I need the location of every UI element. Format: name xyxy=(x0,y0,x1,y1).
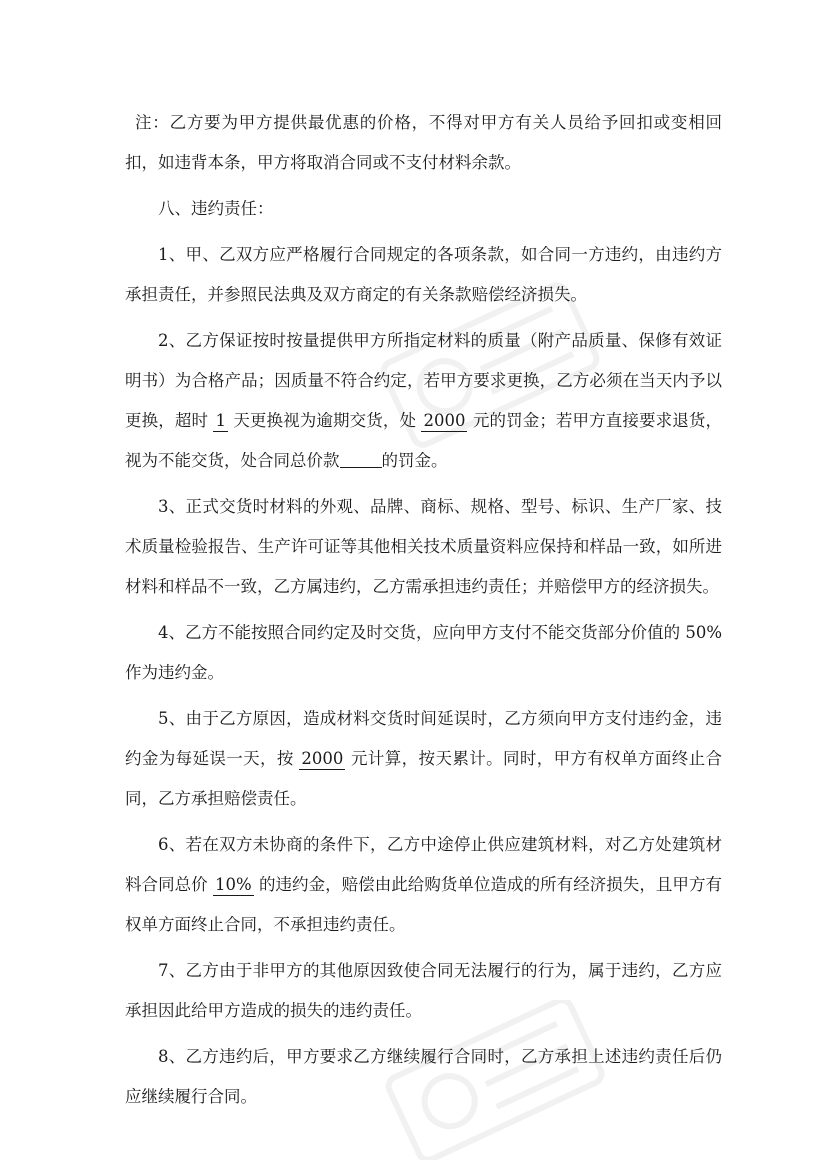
clause-4: 4、乙方不能按照合同约定及时交货，应向甲方支付不能交货部分价值的 50%作为违约金。 xyxy=(125,623,722,682)
clause-6-text-1: 6、若在双方未协商的条件下，乙方中途停止供应建筑材料，对乙方处建筑材料合同总价 xyxy=(125,835,722,894)
clause-7: 7、乙方由于非甲方的其他原因致使合同无法履行的行为，属于违约，乙方应承担因此给甲方造成的损失的违约责任。 xyxy=(125,961,722,1020)
document-body xyxy=(125,103,722,1123)
clause-2 xyxy=(125,321,722,481)
clause-5-text-1: 5、由于乙方原因，造成材料交货时间延误时，乙方须向甲方支付违约金，违约金为每延误一天，按 xyxy=(125,709,722,768)
clause-2-days-field: 1 xyxy=(215,411,226,430)
clause-5-daily-field: 2000 xyxy=(301,749,344,768)
clause-2-blank-field xyxy=(340,449,382,468)
clause-8: 8、乙方违约后，甲方要求乙方继续履行合同时，乙方承担上述违约责任后仍应继续履行合同。 xyxy=(125,1047,722,1106)
clause-2-text-3: 元的罚金；若甲方直接要求退货，视为不能交货，处合同总价款 xyxy=(125,411,722,470)
clause-5-text-2: 元计算，按天累计。同时，甲方有权单方面终止合同，乙方承担赔偿责任。 xyxy=(125,749,723,808)
clause-6-percent-field: 10% xyxy=(214,875,252,894)
clause-5 xyxy=(125,699,722,819)
clause-2-text-1: 2、乙方保证按时按量提供甲方所指定材料的质量（附产品质量、保修有效证明书）为合格产品；因质量不符合约定，若甲方要求更换，乙方必须在当天内予以更换，超时 xyxy=(125,331,722,430)
clause-6 xyxy=(125,825,722,945)
section-heading: 八、违约责任： xyxy=(158,199,274,218)
clause-3: 3、正式交货时材料的外观、品牌、商标、规格、型号、标识、生产厂家、技术质量检验报告、生产许可证等其他相关技术质量资料应保持和样品一致，如所进材料和样品不一致，乙方属违约，乙方需承担违约责任；并赔偿甲方的经济损失。 xyxy=(125,497,722,596)
note-paragraph: 注：乙方要为甲方提供最优惠的价格，不得对甲方有关人员给予回扣或变相回扣，如违背本条，甲方将取消合同或不支付材料余款。 xyxy=(125,113,722,172)
clause-6-text-2: 的违约金，赔偿由此给购货单位造成的所有经济损失，且甲方有权单方面终止合同，不承担违约责任。 xyxy=(125,875,722,934)
clause-2-penalty-field: 2000 xyxy=(423,411,466,430)
clause-1: 1、甲、乙双方应严格履行合同规定的各项条款，如合同一方违约，由违约方承担责任，并参照民法典及双方商定的有关条款赔偿经济损失。 xyxy=(125,245,722,304)
clause-2-text-4: 的罚金。 xyxy=(381,451,448,470)
clause-2-text-2: 天更换视为逾期交货，处 xyxy=(227,411,422,430)
